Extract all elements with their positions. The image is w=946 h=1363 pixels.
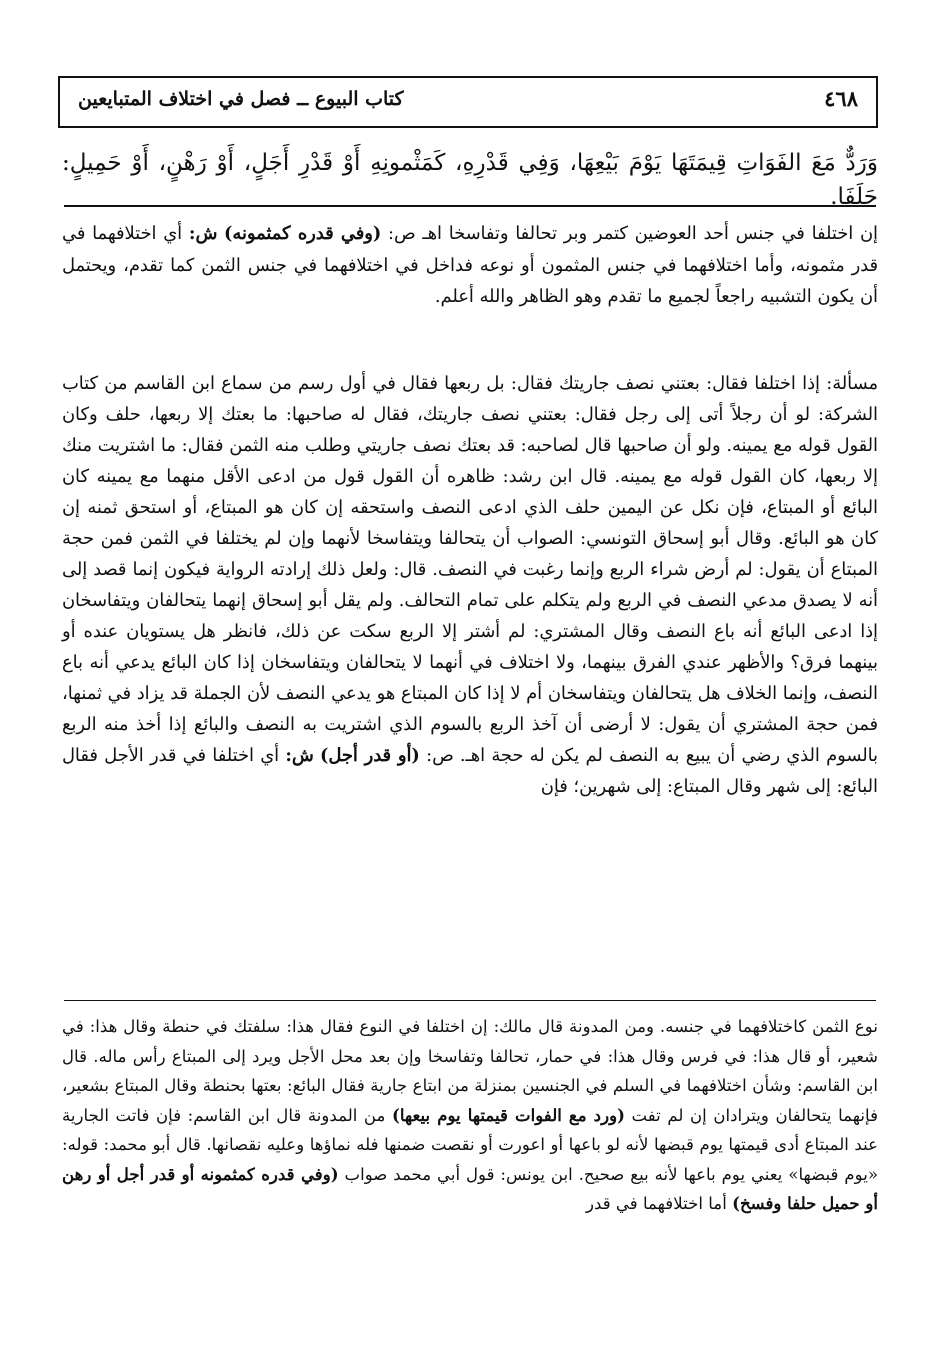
footnote-divider — [64, 1000, 876, 1001]
running-title: كتاب البيوع ــ فصل في اختلاف المتبايعين — [78, 88, 404, 110]
matn-verse: وَرَدٌّ مَعَ الفَوَاتِ قِيمَتَهَا يَوْمَ بَيْعِهَا، وَفِي قَدْرِهِ، كَمَثْمونِهِ أَوْ قَدْرِ أَجَلٍ، أَوْ رَهْنٍ، أَوْ حَمِيلٍ: حَلَفَا. — [62, 150, 878, 210]
text-run: أي اختلفا في قدر الأجل فقال البائع: إلى شهر وقال المبتاع: إلى شهرين؛ فإن — [62, 745, 878, 797]
text-run: مسألة: إذا اختلفا فقال: بعتني نصف جاريتك فقال: بل ربعها فقال في أول رسم من سماع ابن القاسم من كتاب الشركة: لو أن رجلاً أتى إلى رجل فقال: بعتني نصف جاريتك، فقال له صاحبها: ما بعتك إلا ربعها، حلف وكان القول قوله مع يمينه. ولو أن صاحبها قال لصاحبه: قد بعتك نصف جاريتي وطلب منه الثمن فقال: ما اشتريت منك إلا ربعها، كان القول قوله مع يمينه. قال ابن رشد: ظاهره أن القول قول من ادعى الأقل منهما مع يمينه كان البائع أو المبتاع، فإن نكل عن اليمين حلف الذي ادعى النصف واستحقه إن كان هو المبتاع، أو استحق ثمنه إن كان هو البائع. وقال أبو إسحاق التونسي: الصواب أن يتحالفا ويتفاسخا لأنهما وإن لم يختلفا في الثمن فمن حجة المبتاع أن يقول: لم أرض شراء الربع وإنما رغبت في النصف. قال: ولعل ذلك إرادته الرواية فيكون إنما قصد إلى أنه لا يصدق مدعي النصف في الربع ولم يتكلم على تمام التحالف. ولم يقل أبو إسحاق إنهما يتحالفان ويتفاسخان إذا ادعى البائع أنه باع النصف وقال المشتري: لم أشتر إلا الربع سكت عن ذلك، فانظر هل يستويان عنده أو بينهما فرق؟ والأظهر عندي الفرق بينهما، ولا اختلاف في أنهما لا يتحالفان ويتفاسخان إذا كان البائع يدعي أنه باع النصف، وإنما الخلاف هل يتحالفان ويتفاسخان أم لا إذا كان المبتاع هو يدعي النصف لأن الجملة قد يزاد في ثمنها، فمن حجة المشتري أن يقول: لا أرضى أن آخذ الربع بالسوم الذي اشتريت به النصف والبائع إذا أخذ منه الربع بالسوم الذي رضي أن يبيع به النصف لم يكن له حجة اهـ. ص: — [62, 373, 878, 766]
text-run: أي اختلافهما في قدر مثمونه، وأما اختلافهما في جنس المثمون أو نوعه فداخل في اختلافهما في جنس الثمن كما تقدم، ويحتمل أن يكون التشبيه راجعاً لجميع ما تقدم وهو الظاهر والله أعلم. — [62, 223, 878, 307]
bold-text-run: (ورد مع الفوات قيمتها يوم بيعها) — [391, 1104, 625, 1125]
text-run: إن اختلفا في جنس أحد العوضين كتمر وبر تحالفا وتفاسخا اهـ ص: — [381, 223, 879, 244]
bold-text-run: ش: — [188, 223, 218, 244]
bold-text-run: (أو قدر أجل) — [319, 745, 420, 766]
verse-divider — [64, 205, 876, 207]
bold-text-run: (وفي قدره كمثمونه) — [224, 223, 382, 244]
bold-text-run: (وفي قدره كمثمونه أو قدر أجل أو رهن أو حميل حلفا وفسخ) — [62, 1163, 878, 1213]
commentary-paragraph-1 — [62, 218, 878, 313]
commentary-paragraph-2 — [62, 368, 878, 802]
text-run — [217, 223, 224, 244]
bold-text-run: ش: — [285, 745, 314, 766]
text-run: من المدونة قال ابن القاسم: فإن فاتت الجارية عند المبتاع أدى قيمتها يوم قبضها لأنه لو باعها أو اعورت أو نقصت ضمنها فله نماؤها وعليه نقصانها. قال أبو محمد: قوله: «يوم قبضها» يعني يوم باعها لأنه بيع صحيح. ابن يونس: قول أبي محمد صواب — [62, 1105, 878, 1184]
text-run: نوع الثمن كاختلافهما في جنسه. ومن المدونة قال مالك: إن اختلفا في النوع فقال هذا: سلفتك في حنطة وقال هذا: في شعير، أو قال هذا: في فرس وقال هذا: في حمار، تحالفا وتفاسخا وإن بعد محل الأجل ويرد إلى المبتاع رأس ماله. قال ابن القاسم: وشأن اختلافهما في السلم في الجنسين بمنزلة من ابتاع جارية فقال البائع: بعتها بحنطة وقال المبتاع بشعير، فإنهما يتحالفان ويترادان إن لم تفت — [62, 1017, 878, 1125]
text-run: أما اختلافهما في قدر — [586, 1194, 733, 1213]
footnote-paragraph — [62, 1012, 878, 1219]
page-number: ٤٦٨ — [824, 86, 858, 111]
running-header — [58, 76, 878, 128]
